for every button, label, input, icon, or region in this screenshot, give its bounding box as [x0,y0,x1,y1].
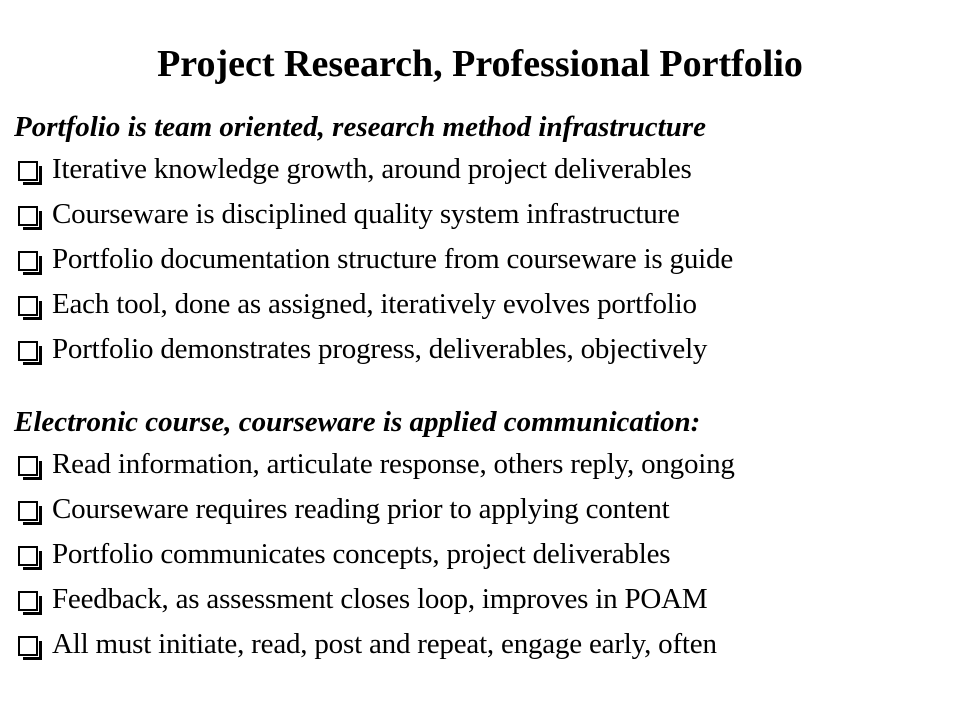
bullet-text: Feedback, as assessment closes loop, improves in POAM [52,583,708,615]
bullet-item [14,622,954,667]
bullet-item [14,487,954,532]
checkbox-bullet-icon [18,296,38,316]
bullet-text: Each tool, done as assigned, iteratively evolves portfolio [52,288,697,320]
checkbox-bullet-icon [18,161,38,181]
checkbox-bullet-icon [18,636,38,656]
checkbox-bullet-icon [18,591,38,611]
checkbox-bullet-icon [18,206,38,226]
bullet-list [14,442,954,667]
bullet-item [14,147,954,192]
bullet-item [14,237,954,282]
checkbox-bullet-icon [18,456,38,476]
slide-title: Project Research, Professional Portfolio [157,43,803,85]
checkbox-bullet-icon [18,341,38,361]
bullet-item [14,532,954,577]
bullet-text: Iterative knowledge growth, around project deliverables [52,153,692,185]
bullet-item [14,192,954,237]
bullet-text: Portfolio demonstrates progress, deliverables, objectively [52,333,708,365]
bullet-item [14,577,954,622]
checkbox-bullet-icon [18,546,38,566]
bullet-list [14,147,954,372]
bullet-text: Read information, articulate response, others reply, ongoing [52,448,735,480]
bullet-text: Courseware requires reading prior to applying content [52,493,670,525]
section-electronic-course [14,402,954,667]
bullet-item [14,442,954,487]
bullet-text: Courseware is disciplined quality system infrastructure [52,198,680,230]
section-portfolio [14,107,954,372]
section-heading: Portfolio is team oriented, research method infrastructure [14,111,706,143]
bullet-text: Portfolio documentation structure from courseware is guide [52,243,733,275]
checkbox-bullet-icon [18,251,38,271]
checkbox-bullet-icon [18,501,38,521]
bullet-text: Portfolio communicates concepts, project deliverables [52,538,671,570]
section-heading: Electronic course, courseware is applied communication: [14,406,701,438]
bullet-item [14,282,954,327]
bullet-item [14,327,954,372]
bullet-text: All must initiate, read, post and repeat, engage early, often [52,628,717,660]
